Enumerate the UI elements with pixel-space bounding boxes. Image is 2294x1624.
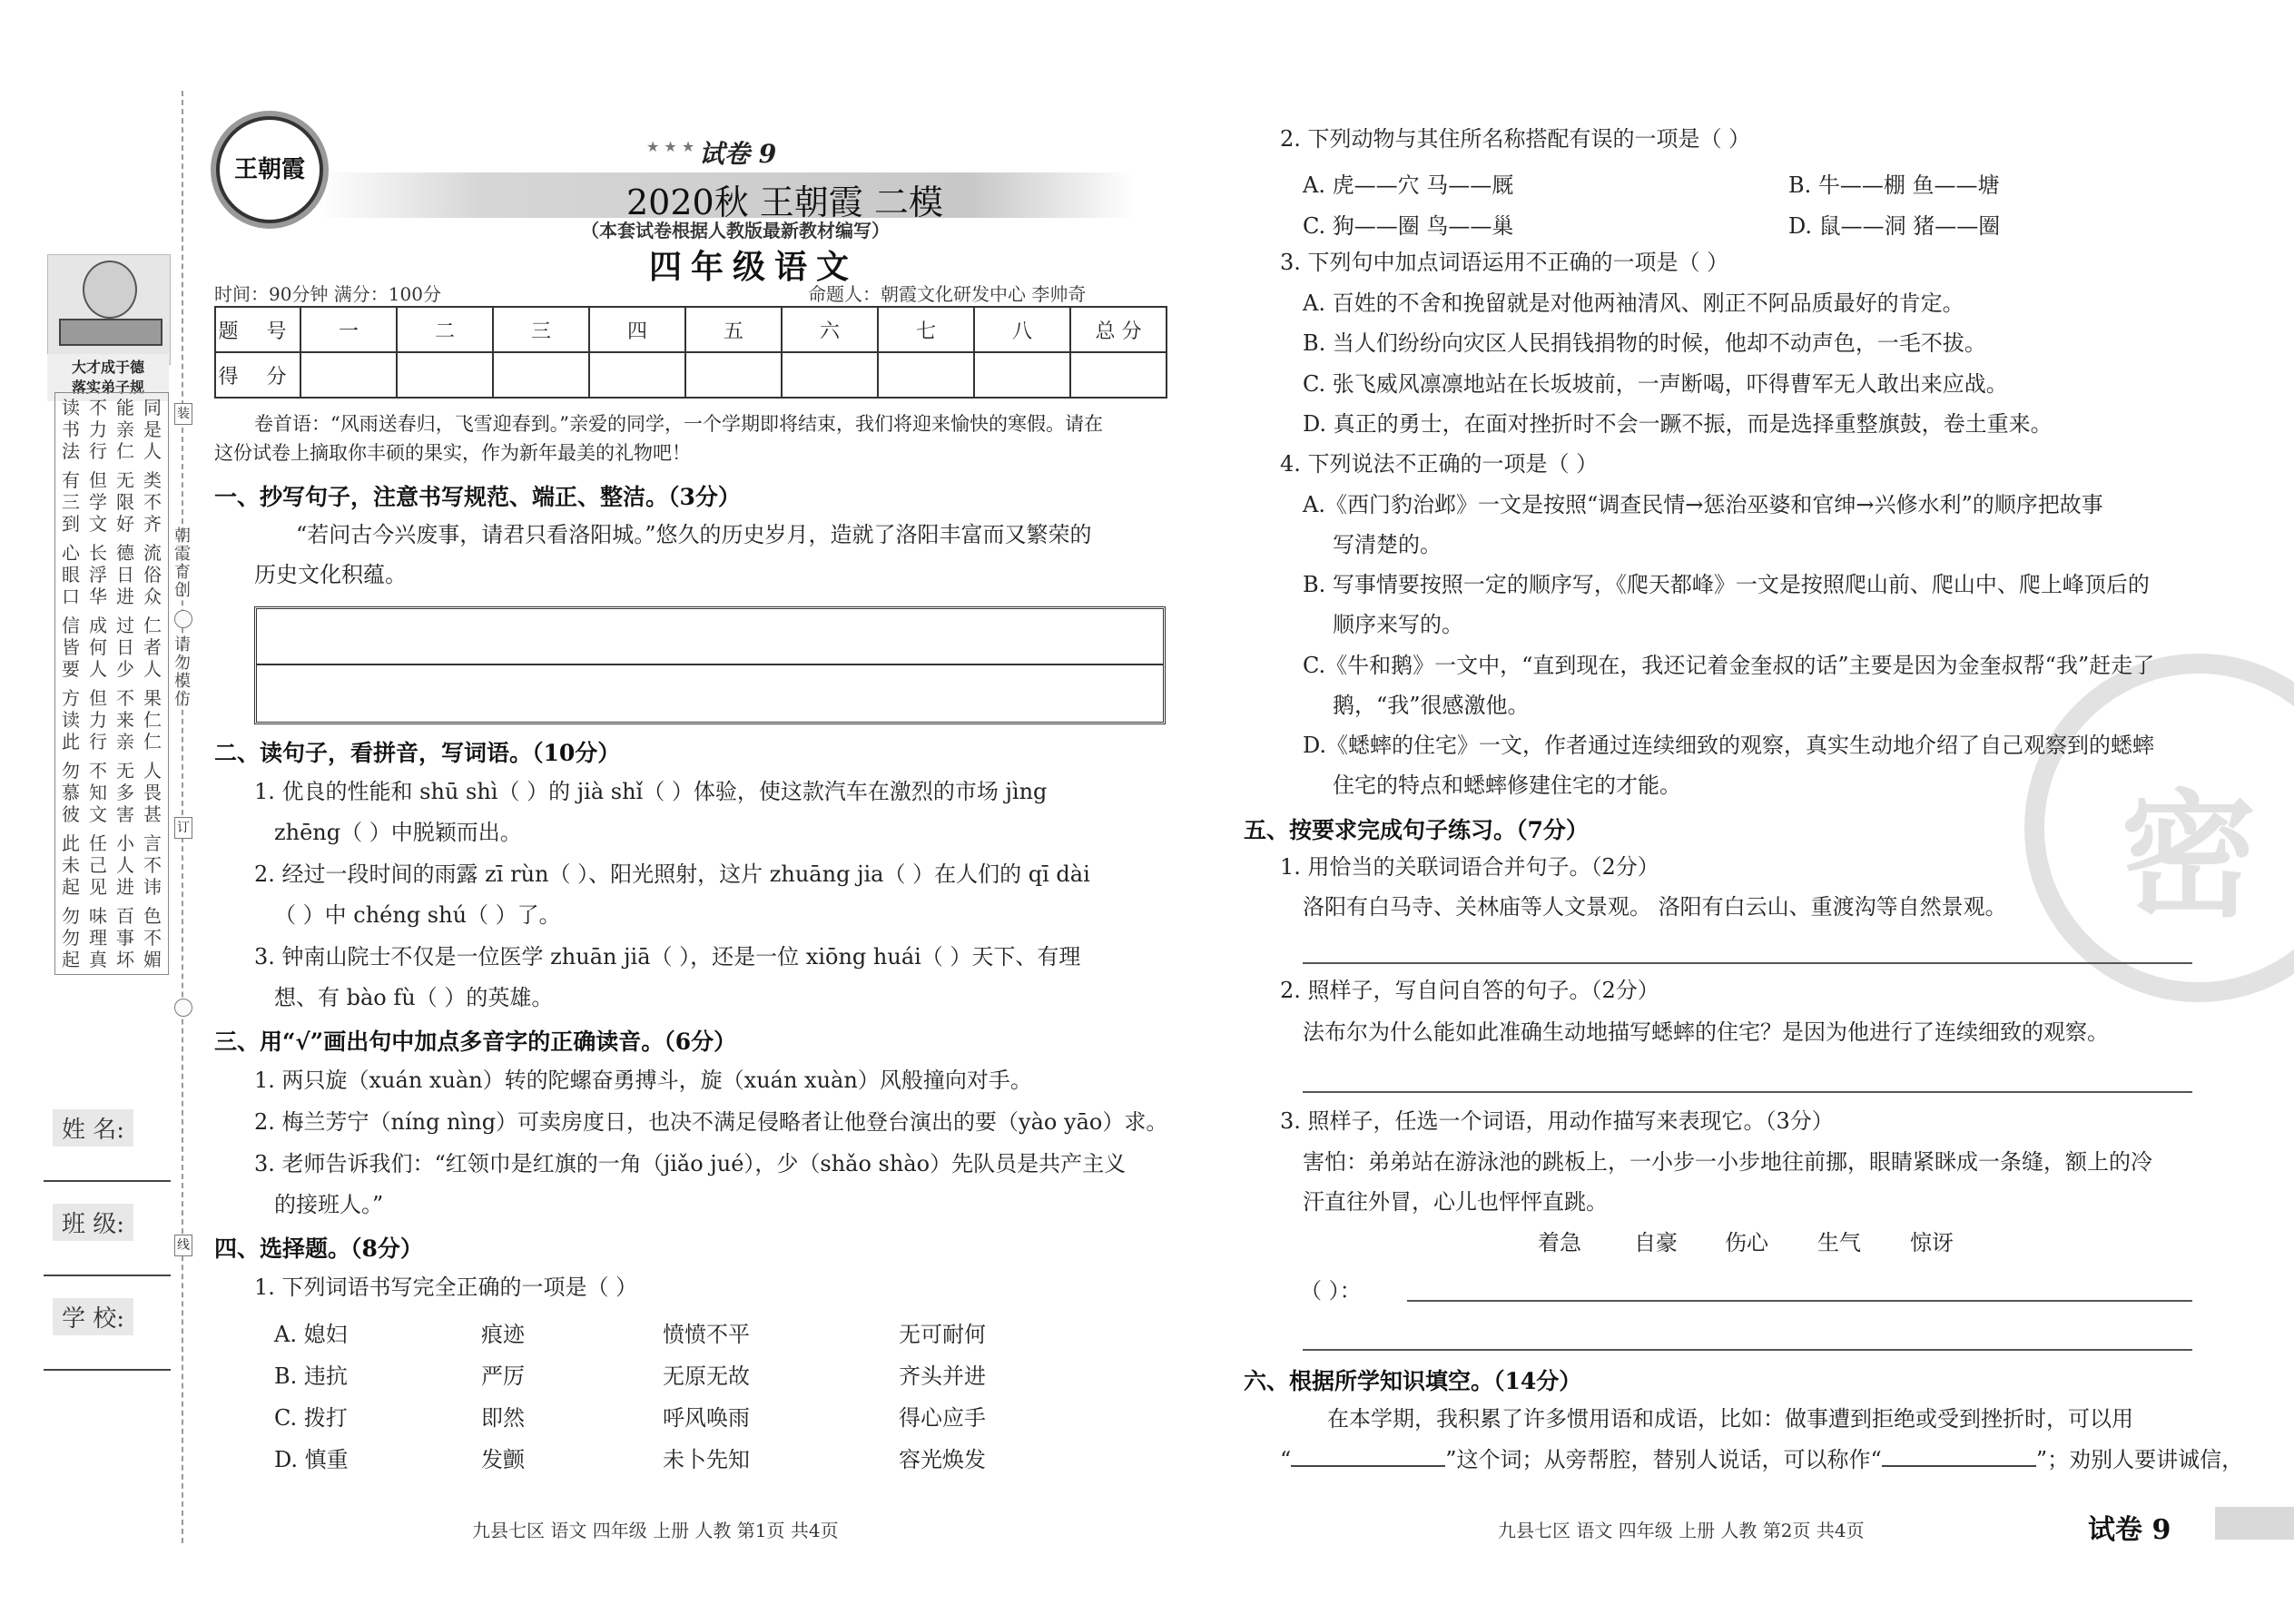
- r-q3-opt-a: A. 百姓的不舍和挽留就是对他两袖清风、刚正不阿品质最好的肯定。: [1303, 290, 1964, 316]
- proverb-char: 未: [62, 854, 80, 876]
- proverb-char: 皆: [62, 636, 80, 658]
- proverb-char: 者: [143, 636, 162, 658]
- proverb-row: [57, 586, 166, 607]
- proverb-char: 亲: [116, 731, 134, 753]
- proverb-char: 眼: [62, 564, 80, 586]
- s3-q3-line-2: 的接班人。”: [274, 1192, 384, 1217]
- proverb-char: 人: [116, 854, 134, 876]
- proverb-row: [57, 542, 166, 564]
- score-input-cell[interactable]: [685, 352, 782, 398]
- proverb-char: 多: [116, 782, 134, 803]
- author-info: 命题人：朝霞文化研发中心 李帅奇: [808, 283, 1087, 305]
- s5-q1-answer-line[interactable]: [1303, 962, 2192, 964]
- r-q2-opt-d: D. 鼠——洞 猪——圈: [1788, 213, 2001, 239]
- motto-line-2: 落实弟子规: [71, 379, 144, 396]
- proverb-char: 方: [62, 687, 80, 709]
- section-1-title: 一、抄写句子，注意书写规范、端正、整洁。（3分）: [214, 484, 741, 510]
- r-q3-opt-d: D. 真正的勇士，在面对挫折时不会一蹶不振，而是选择重整旗鼓，卷土重来。: [1303, 411, 2053, 437]
- proverb-char: 任: [89, 832, 107, 854]
- proverb-char: 信: [62, 615, 80, 636]
- s2-q1-line-1: 1. 优良的性能和 shū shì（ ）的 jià shǐ（ ）体验，使这款汽车在激烈的市场 jìng: [254, 779, 1048, 804]
- s1-text-1: “若问古今兴废事，请君只看洛阳城。”悠久的历史岁月，造就了洛阳丰富而又繁荣的: [296, 522, 1092, 547]
- proverb-char: 己: [89, 854, 107, 876]
- proverb-char: 能: [116, 397, 134, 418]
- proverb-char: 不: [89, 760, 107, 782]
- r-q2-opt-c: C. 狗——圈 鸟——巢: [1303, 213, 1514, 239]
- s2-q1-line-2: zhēng（ ）中脱颖而出。: [274, 820, 522, 845]
- s6-blank-1[interactable]: [1291, 1465, 1445, 1467]
- r-q4-opt-c-2: 鹅，“我”很感激他。: [1333, 693, 1530, 718]
- exam-series-label: 试卷 9: [699, 139, 777, 169]
- s4-option-cell: A. 媳妇: [274, 1322, 348, 1347]
- s2-q2-line-2: （ ）中 chéng shú（ ）了。: [274, 902, 561, 928]
- proverb-char: 百: [116, 905, 134, 927]
- r-q3: 3. 下列句中加点词语运用不正确的一项是（ ）: [1280, 250, 1729, 275]
- proverb-char: 媚: [143, 949, 162, 970]
- preface-line-2: 这份试卷上摘取你丰硕的果实，作为新年最美的礼物吧！: [214, 442, 691, 464]
- name-label: 姓 名:: [53, 1109, 133, 1147]
- name-field: [53, 1109, 133, 1147]
- proverb-row: [57, 709, 166, 731]
- r-q4-opt-d-2: 住宅的特点和蟋蟀修建住宅的才能。: [1333, 773, 1681, 798]
- proverb-char: 浮: [89, 564, 107, 586]
- proverb-char: 不: [89, 397, 107, 418]
- proverb-row: [57, 760, 166, 782]
- proverb-char: 少: [116, 658, 134, 680]
- vertical-note-1: 朝霞育创: [172, 527, 191, 599]
- proverb-char: 文: [89, 803, 107, 825]
- proverb-char: 讳: [143, 876, 162, 898]
- scholar-face-icon: [83, 261, 137, 319]
- school-field: [53, 1298, 133, 1335]
- s5-q2-answer-line[interactable]: [1303, 1091, 2192, 1093]
- proverb-char: 好: [116, 513, 134, 535]
- r-q2-opt-a: A. 虎——穴 马——厩: [1303, 172, 1514, 198]
- proverb-char: 成: [89, 615, 107, 636]
- s4-option-cell: 容光焕发: [899, 1447, 986, 1472]
- s4-option-cell: 齐头并进: [899, 1363, 986, 1389]
- s1-text-2: 历史文化积蕴。: [254, 562, 407, 587]
- proverb-char: 起: [62, 876, 80, 898]
- s4-option-cell: 得心应手: [899, 1405, 986, 1431]
- proverb-char: 俗: [143, 564, 162, 586]
- proverb-char: 不: [143, 927, 162, 949]
- proverb-row: [57, 564, 166, 586]
- s2-q3-line-2: 想、有 bào fù（ ）的英雄。: [274, 985, 554, 1010]
- seal-char: 密: [2121, 776, 2258, 936]
- stars-decoration: ★ ★ ★: [646, 138, 695, 155]
- proverb-char: 日: [116, 636, 134, 658]
- proverb-row: [57, 687, 166, 709]
- s5-q3: 3. 照样子，任选一个词语，用动作描写来表现它。（3分）: [1280, 1108, 1834, 1134]
- proverb-row: [57, 782, 166, 803]
- cut-mark-xian: 线: [174, 1235, 192, 1256]
- score-table-header-row: [215, 307, 1167, 352]
- section-4-title: 四、选择题。（8分）: [214, 1235, 423, 1262]
- proverb-char: 勿: [62, 927, 80, 949]
- cut-mark-ding: 订: [174, 817, 192, 839]
- s6-blank-2[interactable]: [1882, 1465, 2036, 1467]
- proverb-char: 人: [143, 760, 162, 782]
- s6-text-1: 在本学期，我积累了许多惯用语和成语，比如：做事遭到拒绝或受到挫折时，可以用: [1327, 1406, 2133, 1432]
- left-footer: 九县七区 语文 四年级 上册 人教 第1页 共4页: [472, 1520, 839, 1541]
- proverb-char: 勿: [62, 760, 80, 782]
- s5-word-3: 伤心: [1725, 1230, 1768, 1255]
- proverb-char: 仁: [116, 440, 134, 462]
- score-input-cell[interactable]: [878, 352, 974, 398]
- s4-option-cell: 即然: [481, 1405, 525, 1431]
- proverb-char: 进: [116, 876, 134, 898]
- proverb-char: 何: [89, 636, 107, 658]
- proverb-char: 此: [62, 832, 80, 854]
- score-cell: 总 分: [1070, 307, 1167, 352]
- proverb-char: 法: [62, 440, 80, 462]
- s5-q1: 1. 用恰当的关联词语合并句子。（2分）: [1280, 854, 1659, 880]
- proverb-char: 见: [89, 876, 107, 898]
- seal-watermark: [2024, 654, 2294, 1002]
- proverb-char: 味: [89, 905, 107, 927]
- score-cell: 七: [878, 307, 974, 352]
- exam-tag-bar: [2215, 1507, 2294, 1540]
- proverb-char: 书: [62, 418, 80, 440]
- class-field: [53, 1204, 133, 1241]
- score-cell: 一: [300, 307, 397, 352]
- proverb-char: 同: [143, 397, 162, 418]
- motto-line-1: 大才成于德: [71, 359, 144, 376]
- s4-option-cell: B. 违抗: [274, 1363, 348, 1389]
- score-cell: 得 分: [215, 352, 300, 398]
- proverb-row: [57, 658, 166, 680]
- proverb-row: [57, 731, 166, 753]
- proverb-char: 亲: [116, 418, 134, 440]
- proverb-char: 果: [143, 687, 162, 709]
- score-input-cell[interactable]: [493, 352, 589, 398]
- proverb-char: 但: [89, 469, 107, 491]
- proverb-char: 力: [89, 709, 107, 731]
- score-cell: 六: [782, 307, 878, 352]
- proverb-char: 华: [89, 586, 107, 607]
- proverb-char: 流: [143, 542, 162, 564]
- proverb-char: 长: [89, 542, 107, 564]
- score-input-cell[interactable]: [589, 352, 685, 398]
- name-input-line[interactable]: [44, 1180, 171, 1182]
- proverb-char: 不: [143, 854, 162, 876]
- r-q2: 2. 下列动物与其住所名称搭配有误的一项是（ ）: [1280, 126, 1751, 152]
- s5-word-1: 着急: [1538, 1230, 1581, 1255]
- section-3-title: 三、用“√”画出句中加点多音字的正确读音。（6分）: [214, 1029, 737, 1055]
- r-q4-opt-b-1: B. 写事情要按照一定的顺序写，《爬天都峰》一文是按照爬山前、爬山中、爬上峰顶后的: [1303, 572, 2150, 597]
- score-cell: 二: [397, 307, 493, 352]
- proverb-char: 来: [116, 709, 134, 731]
- s6-text-end: ”；劝别人要讲诚信，: [2035, 1447, 2244, 1472]
- s4-option-cell: 痕迹: [481, 1322, 525, 1347]
- proverb-char: 色: [143, 905, 162, 927]
- proverb-char: 甚: [143, 803, 162, 825]
- r-q2-opt-b: B. 牛——棚 鱼——塘: [1788, 172, 2000, 198]
- s4-option-cell: 严厉: [481, 1363, 525, 1389]
- proverb-char: 行: [89, 440, 107, 462]
- score-cell: 五: [685, 307, 782, 352]
- proverb-char: 真: [89, 949, 107, 970]
- proverb-char: 文: [89, 513, 107, 535]
- logo-text: 王朝霞: [233, 156, 305, 183]
- scholar-illustration: [47, 254, 171, 365]
- proverb-char: 不: [116, 687, 134, 709]
- s5-word-2: 自豪: [1634, 1230, 1678, 1255]
- proverb-char: 言: [143, 832, 162, 854]
- s5-word-5: 惊讶: [1910, 1230, 1954, 1255]
- s5-q2-text: 法布尔为什么能如此准确生动地描写蟋蟀的住宅？是因为他进行了连续细致的观察。: [1303, 1019, 2109, 1045]
- copy-writing-box[interactable]: [254, 606, 1166, 724]
- score-table-score-row: [215, 352, 1167, 398]
- score-cell: 题 号: [215, 307, 300, 352]
- proverb-char: 限: [116, 491, 134, 513]
- r-q3-opt-c: C. 张飞威风凛凛地站在长坂坡前，一声断喝，吓得曹军无人敢出来应战。: [1303, 371, 2008, 397]
- logo-seal: [216, 116, 323, 223]
- s4-option-cell: 呼风唤雨: [663, 1405, 750, 1431]
- proverb-row: [57, 832, 166, 854]
- score-input-cell[interactable]: [974, 352, 1070, 398]
- proverb-char: 到: [62, 513, 80, 535]
- r-q4-opt-c-1: C.《牛和鹅》一文中，“直到现在，我还记着金奎叔的话”主要是因为金奎叔帮“我”赶走了: [1303, 653, 2155, 678]
- proverb-row: [57, 615, 166, 636]
- exam-tag: 试卷 9: [2088, 1514, 2171, 1546]
- school-label: 学 校:: [53, 1298, 133, 1335]
- proverb-char: 学: [89, 491, 107, 513]
- r-q4-opt-b-2: 顺序来写的。: [1333, 612, 1463, 637]
- s4-option-cell: D. 慎重: [274, 1447, 349, 1472]
- school-input-line[interactable]: [44, 1369, 171, 1371]
- proverb-row: [57, 905, 166, 927]
- proverb-char: 人: [89, 658, 107, 680]
- r-q4-opt-a-1: A.《西门豹治邺》一文是按照“调查民情→惩治巫婆和官绅→兴修水利”的顺序把故事: [1303, 492, 2103, 517]
- proverb-char: 知: [89, 782, 107, 803]
- proverb-row: [57, 636, 166, 658]
- proverb-char: 畏: [143, 782, 162, 803]
- score-cell: 三: [493, 307, 589, 352]
- proverb-char: 人: [143, 440, 162, 462]
- section-5-title: 五、按要求完成句子练习。（7分）: [1244, 817, 1589, 843]
- proverb-char: 德: [116, 542, 134, 564]
- score-cell: 八: [974, 307, 1070, 352]
- main-title: 2020秋 王朝霞 二模: [626, 182, 943, 222]
- proverb-char: 要: [62, 658, 80, 680]
- s5-q3-answer-line-2[interactable]: [1303, 1349, 2192, 1351]
- proverb-char: 类: [143, 469, 162, 491]
- proverb-row: [57, 418, 166, 440]
- proverb-row: [57, 491, 166, 513]
- proverb-char: 勿: [62, 905, 80, 927]
- proverb-char: 小: [116, 832, 134, 854]
- proverb-char: 仁: [143, 615, 162, 636]
- s4-q1: 1. 下列词语书写完全正确的一项是（ ）: [254, 1275, 638, 1300]
- proverb-char: 齐: [143, 513, 162, 535]
- section-2-title: 二、读句子，看拼音，写词语。（10分）: [214, 740, 621, 766]
- right-footer: 九县七区 语文 四年级 上册 人教 第2页 共4页: [1498, 1520, 1865, 1541]
- proverb-char: 理: [89, 927, 107, 949]
- proverb-char: 事: [116, 927, 134, 949]
- desk-icon: [59, 319, 162, 346]
- proverb-char: 口: [62, 586, 80, 607]
- s5-q3-text-1: 害怕：弟弟站在游泳池的跳板上，一小步一小步地往前挪，眼睛紧眯成一条缝，额上的冷: [1303, 1149, 2152, 1175]
- s6-text-mid: ”这个词；从旁帮腔，替别人说话，可以称作“: [1445, 1447, 1882, 1472]
- r-q3-opt-b: B. 当人们纷纷向灾区人民捐钱捐物的时候，他却不动声色，一毛不拔。: [1303, 330, 1986, 356]
- proverb-char: 仁: [143, 709, 162, 731]
- class-input-line[interactable]: [44, 1275, 171, 1276]
- vertical-note-2: 请勿模仿: [172, 635, 191, 708]
- s5-q3-text-2: 汗直往外冒，心儿也怦怦直跳。: [1303, 1189, 1608, 1215]
- s4-option-cell: 无可耐何: [899, 1322, 986, 1347]
- proverb-char: 过: [116, 615, 134, 636]
- score-input-cell[interactable]: [397, 352, 493, 398]
- r-q4: 4. 下列说法不正确的一项是（ ）: [1280, 451, 1599, 477]
- proverb-char: 此: [62, 731, 80, 753]
- proverb-char: 众: [143, 586, 162, 607]
- proverb-row: [57, 876, 166, 898]
- cut-mark-zhuang: 装: [174, 403, 192, 425]
- score-input-cell[interactable]: [1070, 352, 1167, 398]
- score-input-cell[interactable]: [782, 352, 878, 398]
- proverb-char: 是: [143, 418, 162, 440]
- s6-text-2: [1280, 1446, 2243, 1473]
- proverb-char: 读: [62, 397, 80, 418]
- proverb-grid: [54, 392, 169, 975]
- proverb-char: 害: [116, 803, 134, 825]
- proverb-char: 坏: [116, 949, 134, 970]
- s4-option-cell: 发颤: [481, 1447, 525, 1472]
- score-table: [214, 306, 1167, 399]
- proverb-row: [57, 927, 166, 949]
- s3-q3-line-1: 3. 老师告诉我们：“红领巾是红旗的一角（jiǎo jué），少（shǎo shào）先队员是共产主义: [254, 1151, 1127, 1176]
- s6-quote-open: “: [1280, 1447, 1292, 1472]
- proverb-char: 读: [62, 709, 80, 731]
- punch-hole-icon: [174, 610, 192, 628]
- proverb-char: 心: [62, 542, 80, 564]
- proverb-row: [57, 397, 166, 418]
- proverb-char: 进: [116, 586, 134, 607]
- preface-line-1: 卷首语：“风雨送春归，飞雪迎春到。”亲爱的同学，一个学期即将结束，我们将迎来愉快的寒假。请在: [254, 413, 1103, 435]
- s4-option-cell: C. 拨打: [274, 1405, 348, 1431]
- proverb-row: [57, 949, 166, 970]
- proverb-char: 仁: [143, 731, 162, 753]
- proverb-char: 力: [89, 418, 107, 440]
- proverb-char: 慕: [62, 782, 80, 803]
- s4-option-cell: 未卜先知: [663, 1447, 750, 1472]
- punch-hole-icon: [174, 999, 192, 1017]
- proverb-char: 起: [62, 949, 80, 970]
- subtitle: （本套试卷根据人教版最新教材编写）: [581, 220, 890, 241]
- proverb-char: 无: [116, 760, 134, 782]
- proverb-row: [57, 854, 166, 876]
- r-q4-opt-d-1: D.《蟋蟀的住宅》一文，作者通过连续细致的观察，真实生动地介绍了自己观察到的蟋蟀: [1303, 733, 2155, 758]
- s5-word-4: 生气: [1817, 1230, 1861, 1255]
- proverb-row: [57, 513, 166, 535]
- score-input-cell[interactable]: [300, 352, 397, 398]
- proverb-char: 但: [89, 687, 107, 709]
- s4-option-cell: 愤愤不平: [663, 1322, 750, 1347]
- proverb-char: 有: [62, 469, 80, 491]
- grade-subject-title: 四年级语文: [649, 248, 859, 286]
- s3-q1: 1. 两只旋（xuán xuàn）转的陀螺奋勇搏斗，旋（xuán xuàn）风般撞向对手。: [254, 1068, 1032, 1093]
- proverb-char: 日: [116, 564, 134, 586]
- section-6-title: 六、根据所学知识填空。（14分）: [1244, 1368, 1582, 1394]
- s5-q3-answer-line-1[interactable]: [1407, 1300, 2192, 1302]
- s3-q2: 2. 梅兰芳宁（níng nìng）可卖房度日，也决不满足侵略者让他登台演出的要（yào yāo）求。: [254, 1109, 1168, 1135]
- r-q4-opt-a-2: 写清楚的。: [1333, 532, 1442, 557]
- s5-q1-text: 洛阳有白马寺、关林庙等人文景观。 洛阳有白云山、重渡沟等自然景观。: [1303, 894, 2007, 920]
- s2-q3-line-1: 3. 钟南山院士不仅是一位医学 zhuān jiā（ ），还是一位 xiōng huái（ ）天下、有理: [254, 944, 1081, 969]
- proverb-char: 彼: [62, 803, 80, 825]
- proverb-row: [57, 803, 166, 825]
- proverb-char: 不: [143, 491, 162, 513]
- time-score-info: 时间：90分钟 满分：100分: [214, 283, 441, 305]
- s5-q3-paren: （ ）：: [1300, 1278, 1362, 1304]
- proverb-char: 人: [143, 658, 162, 680]
- proverb-row: [57, 469, 166, 491]
- proverb-char: 无: [116, 469, 134, 491]
- score-cell: 四: [589, 307, 685, 352]
- s4-option-cell: 无原无故: [663, 1363, 750, 1389]
- s2-q2-line-1: 2. 经过一段时间的雨露 zī rùn（ ）、阳光照射，这片 zhuāng jia（ ）在人们的 qī dài: [254, 861, 1090, 887]
- proverb-char: 三: [62, 491, 80, 513]
- proverb-row: [57, 440, 166, 462]
- s5-q2: 2. 照样子，写自问自答的句子。（2分）: [1280, 978, 1659, 1003]
- class-label: 班 级:: [53, 1204, 133, 1241]
- proverb-char: 行: [89, 731, 107, 753]
